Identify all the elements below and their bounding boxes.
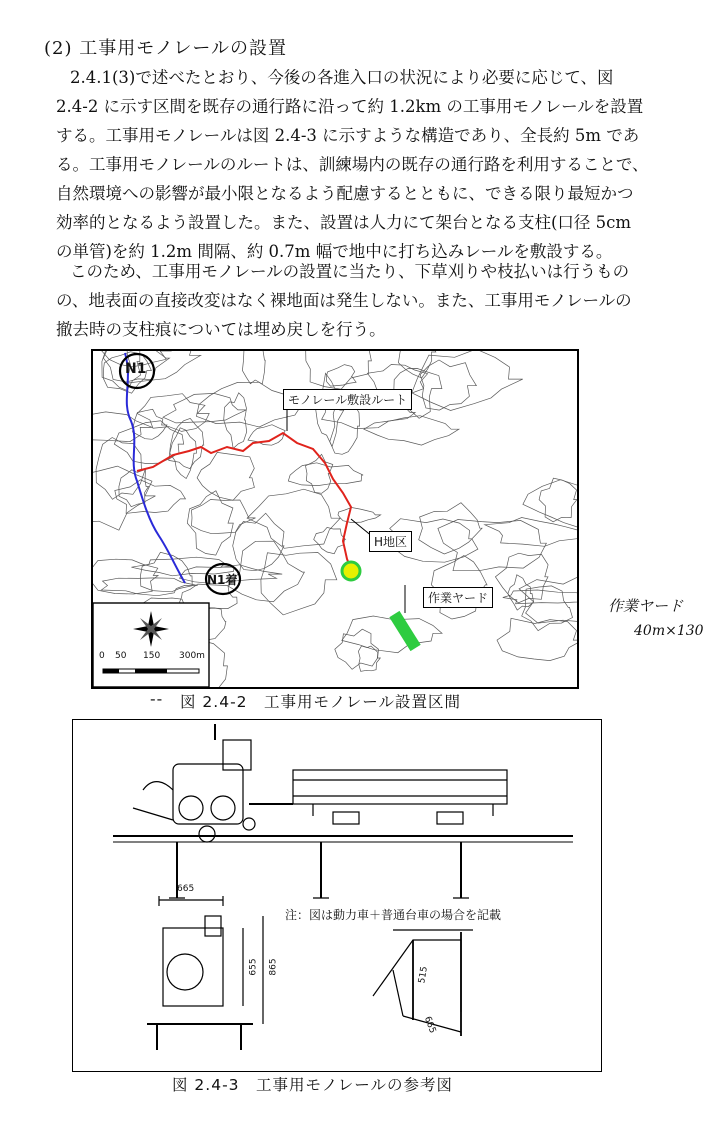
dimension-rail-height: 515: [417, 965, 431, 985]
route-label: モノレール敷設ルート: [283, 389, 412, 410]
paragraph-1: [56, 63, 676, 266]
map-caption-wrap: [150, 690, 461, 712]
contour-line: [503, 590, 577, 604]
contour-line: [169, 418, 204, 468]
contour-line: [163, 393, 246, 423]
contour-line: [314, 527, 346, 553]
contour-line: [342, 616, 442, 653]
handwritten-line-1: 作業ヤード: [608, 597, 684, 615]
contour-line: [539, 478, 577, 522]
scale-label-300m: 300m: [179, 651, 205, 661]
map-caption: 図 2.4-2 工事用モノレール設置区間: [180, 693, 461, 711]
dimension-height-outer: 865: [268, 958, 279, 976]
contour-line: [261, 553, 337, 615]
scale-bar: [103, 669, 199, 673]
work-yard-marker: [389, 611, 420, 651]
contour-line: [419, 503, 482, 554]
contour-line: [485, 518, 577, 547]
contour-line: [326, 365, 356, 387]
monorail-machine-drawing: [73, 720, 601, 1071]
contour-line: [338, 508, 381, 523]
h-site-marker: [342, 562, 360, 580]
contour-line: [247, 489, 340, 548]
heliport-label: N1着: [207, 573, 238, 587]
dimension-height-inner: 655: [248, 958, 259, 976]
contour-line: [242, 351, 265, 384]
contour-line: [364, 416, 459, 445]
contour-line: [96, 438, 145, 500]
yard-label: 作業ヤード: [423, 587, 493, 608]
paragraph-line: 2.4.1(3)で述べたとおり、今後の各進入口の状況により必要に応じて、図: [70, 68, 614, 87]
area-label: H地区: [369, 531, 412, 552]
contour-line: [306, 454, 333, 493]
section-heading: (2) 工事用モノレールの設置: [44, 38, 287, 59]
paragraph-line: このため、工事用モノレールの設置に当たり、下草刈りや枝払いは行うもの: [70, 262, 630, 281]
paragraph-line: 撤去時の支柱痕については埋め戻しを行う。: [56, 320, 386, 339]
contour-line: [197, 452, 254, 500]
caption-dash: --: [150, 690, 164, 708]
figure2-caption: 図 2.4-3 工事用モノレールの参考図: [172, 1076, 453, 1094]
paragraph-line: 自然環境への影響が最小限となるよう配慮するとともに、できる限り最短かつ: [56, 184, 634, 203]
contour-line: [192, 500, 256, 534]
handwritten-annotation: [604, 595, 720, 655]
handwritten-line-2: 40m×130: [634, 623, 704, 639]
monorail-route-line: [137, 433, 351, 569]
scale-label-0: 0: [99, 651, 105, 661]
contour-line: [497, 618, 577, 660]
contour-line: [508, 575, 534, 610]
paragraph-line: する。工事用モノレールは図 2.4-3 に示すような構造であり、全長約 5m であ: [56, 126, 640, 145]
contour-line: [224, 393, 247, 449]
dimension-rail-width: 665: [421, 1015, 438, 1035]
paragraph-line: 2.4-2 に示す区間を既存の通行路に沿って約 1.2km の工事用モノレールを設置: [56, 97, 644, 116]
figure-note: 注：図は動力車＋普通台車の場合を記載: [285, 908, 502, 922]
scale-label-50: 50: [115, 651, 127, 661]
paragraph-line: の単管)を約 1.2m 間隔、約 0.7m 幅で地中に打ち込みレールを敷設する。: [56, 242, 613, 261]
paragraph-line: る。工事用モノレールのルートは、訓練場内の既存の通行路を利用することで、: [56, 155, 649, 174]
monorail-reference-drawing: [72, 719, 602, 1072]
paragraph-2: [56, 257, 676, 344]
north-label: N1: [125, 361, 147, 377]
paragraph-line: の、地表面の直接改変はなく裸地面は発生しない。また、工事用モノレールの: [56, 291, 632, 310]
paragraph-line: 効率的となるよう設置した。また、設置は人力にて架台となる支柱(口径 5cm: [56, 213, 632, 232]
route-map: [91, 349, 579, 689]
dimension-width-top: 665: [177, 884, 195, 894]
scale-label-150: 150: [143, 651, 161, 661]
contour-line: [306, 351, 372, 389]
contour-line: [412, 351, 523, 411]
